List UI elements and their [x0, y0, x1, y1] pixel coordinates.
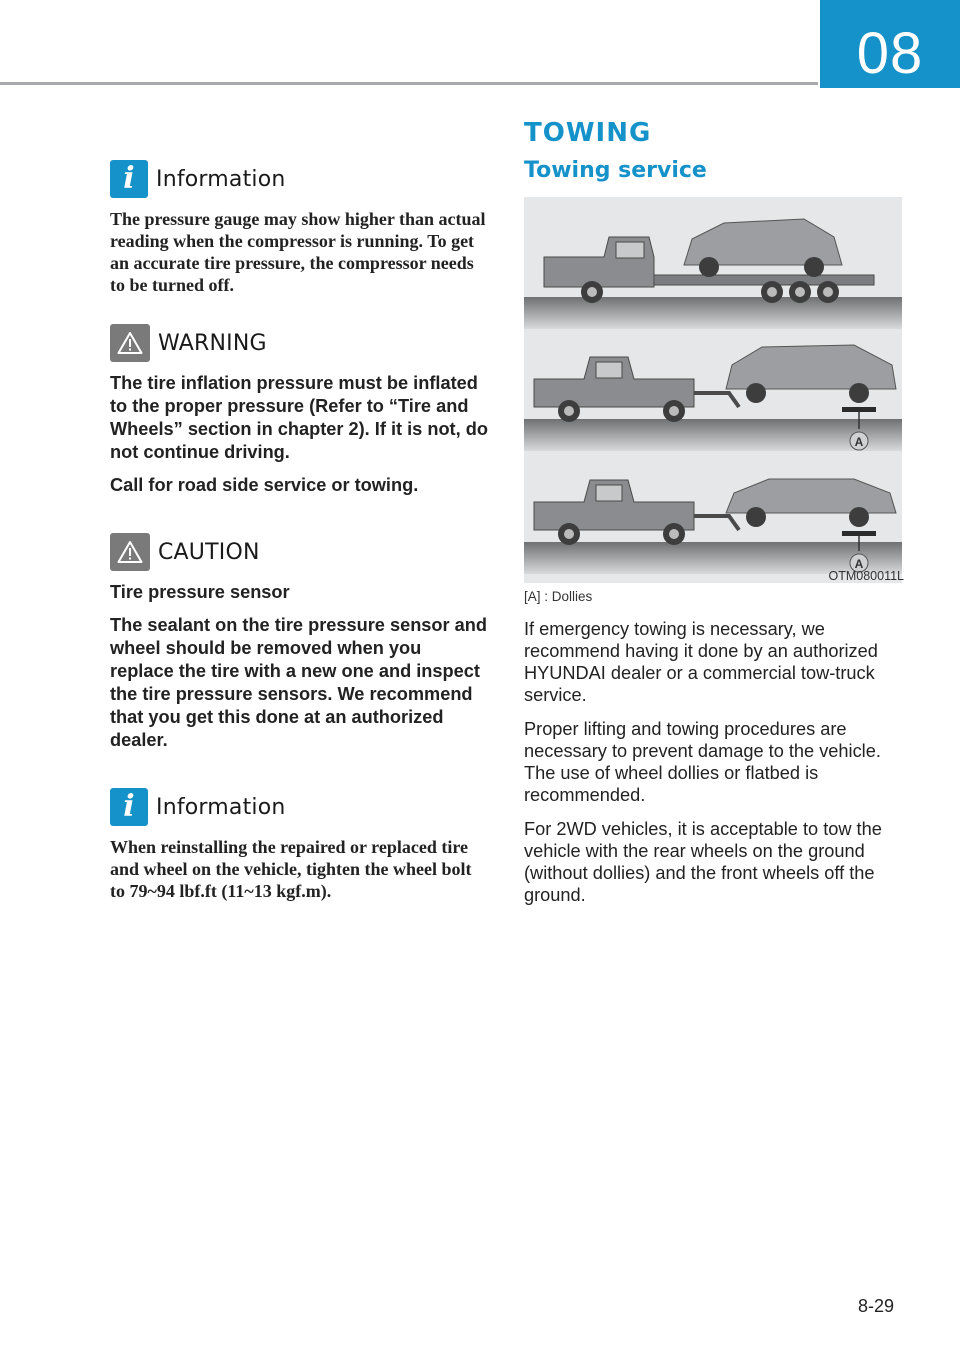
figure-caption: [A] : Dollies: [524, 589, 593, 604]
info-text: The pressure gauge may show higher than actual reading when the compressor is running. To get an accurate tire pressure, the compressor needs to be turned off.: [110, 209, 486, 295]
warning-icon: [110, 324, 150, 362]
dolly-marker-a-2: A: [854, 557, 864, 571]
left-column: [110, 160, 490, 930]
warning-box-header: [110, 324, 490, 362]
caution-title: CAUTION: [158, 539, 260, 565]
towing-illustration-svg: [524, 197, 902, 583]
figure-code: OTM080011L: [828, 569, 904, 583]
warning-title: WARNING: [158, 330, 267, 356]
section-subheading: Towing service: [524, 158, 707, 183]
section-heading: TOWING: [524, 118, 652, 148]
info-text-2: When reinstalling the repaired or replaced tire and wheel on the vehicle, tighten the wheel bolt to 79~94 lbf.ft (11~13 kgf.m).: [110, 837, 472, 901]
body-paragraph: If emergency towing is necessary, we recommend having it done by an authorized HYUNDAI dealer or a commercial tow-truck service.: [524, 619, 878, 705]
caution-icon: [110, 533, 150, 571]
towing-illustration: [524, 197, 902, 583]
warning-text: The tire inflation pressure must be inflated to the proper pressure (Refer to “Tire and Wheels” section in chapter 2). If it is not, do not continue driving.: [110, 373, 488, 462]
caution-text: The sealant on the tire pressure sensor and wheel should be removed when you replace the tire with a new one and inspect the tire pressure sensors. We recommend that you get this done at an authorized dealer.: [110, 615, 487, 750]
page-number: 8-29: [857, 1296, 894, 1316]
right-column: [524, 118, 904, 918]
info-icon: i: [110, 788, 148, 826]
info-title: Information: [156, 166, 286, 192]
info-box-header: [110, 160, 490, 198]
caution-subtitle: Tire pressure sensor: [110, 582, 290, 602]
info-box-header-2: [110, 788, 490, 826]
info-title-2: Information: [156, 794, 286, 820]
caution-box-header: [110, 533, 490, 571]
dolly-marker-a: A: [854, 435, 864, 449]
info-icon: i: [110, 160, 148, 198]
warning-text-2: Call for road side service or towing.: [110, 475, 419, 495]
header-rule: [0, 82, 818, 85]
body-paragraph: For 2WD vehicles, it is acceptable to tow the vehicle with the rear wheels on the ground (without dollies) and the front wheels off the ground.: [524, 819, 882, 905]
body-paragraph: Proper lifting and towing procedures are necessary to prevent damage to the vehicle. The use of wheel dollies or flatbed is recommended.: [524, 719, 881, 805]
chapter-tab: 08: [820, 0, 960, 88]
